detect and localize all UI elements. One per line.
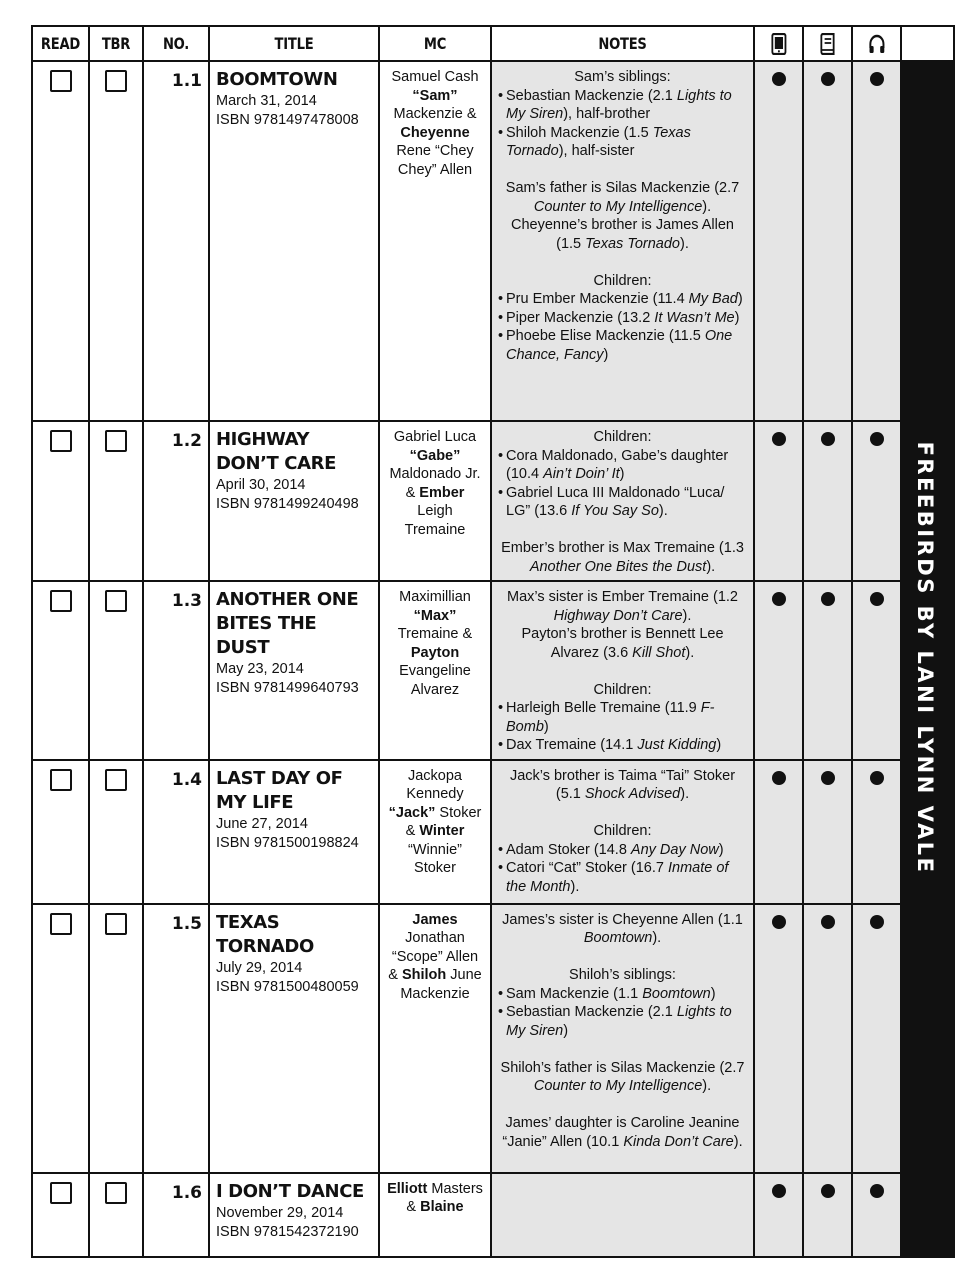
mc-text: Ember xyxy=(419,484,465,501)
note-bullet xyxy=(498,327,747,364)
audiobook-available-dot xyxy=(870,592,884,606)
book-row xyxy=(32,1173,954,1257)
note-text: Shiloh’s father is Silas Mackenzie (2.7 xyxy=(500,1059,745,1076)
ebook-available-dot xyxy=(772,592,786,606)
mc-text: “Sam” xyxy=(412,87,458,104)
header-row xyxy=(32,26,954,61)
note-bullet xyxy=(498,290,747,309)
tbr-cell xyxy=(89,581,143,760)
ebook-cell xyxy=(754,61,803,421)
note-text: Pru Ember Mackenzie (11.4 xyxy=(506,291,689,307)
note-line xyxy=(498,966,747,985)
note-text: Sam’s siblings: xyxy=(574,69,671,85)
note-bullet xyxy=(498,699,747,736)
note-text: Kinda Don’t Care xyxy=(623,1133,734,1150)
note-text: Another One Bites the Dust xyxy=(529,558,707,575)
note-spacer xyxy=(498,662,747,681)
audiobook-cell xyxy=(852,760,901,904)
isbn: ISBN 9781499640793 xyxy=(216,680,359,696)
note-text: ). xyxy=(702,198,712,215)
ebook-available-dot xyxy=(772,72,786,86)
header-ebook xyxy=(758,26,798,61)
note-line xyxy=(498,179,747,216)
note-text: Harleigh Belle Tremaine (11.9 xyxy=(506,700,701,716)
paperback-available-dot xyxy=(821,915,835,929)
note-text: Cora Maldonado, Gabe’s daughter (10.4 xyxy=(506,447,729,482)
paperback-available-dot xyxy=(821,1184,835,1198)
mc-text: Jonathan “Scope” Allen & xyxy=(388,930,479,983)
release-date: November 29, 2014 xyxy=(216,1204,344,1221)
main-characters xyxy=(379,581,491,760)
audiobook-cell xyxy=(852,61,901,421)
title-cell xyxy=(209,581,379,760)
tbr-checkbox[interactable] xyxy=(105,430,127,452)
mc-text: June Mackenzie xyxy=(400,967,482,1002)
note-text: Children: xyxy=(593,272,652,289)
mc-text: “Max” xyxy=(413,607,457,624)
paperback-available-dot xyxy=(821,771,835,785)
ebook-cell xyxy=(754,904,803,1173)
side-title: FREEBIRDS BY LANI LYNN VALE xyxy=(913,441,937,874)
note-text: ) xyxy=(716,737,722,753)
note-text: Kill Shot xyxy=(632,644,686,661)
book-number: 1.6 xyxy=(143,1173,209,1257)
note-bullet xyxy=(498,985,747,1004)
paperback-cell xyxy=(803,61,852,421)
mc-text: “Winnie” Stoker xyxy=(408,841,462,876)
note-text: Texas Tornado xyxy=(506,124,691,159)
tbr-cell xyxy=(89,61,143,421)
tbr-checkbox[interactable] xyxy=(105,70,127,92)
audiobook-cell xyxy=(852,421,901,581)
note-text: It Wasn’t Me xyxy=(654,309,735,326)
note-text: Dax Tremaine (14.1 xyxy=(506,737,638,753)
header-tbr: TBR xyxy=(94,26,138,61)
note-text: Lights to My Siren xyxy=(506,87,732,122)
isbn: ISBN 9781499240498 xyxy=(216,496,359,512)
read-cell xyxy=(32,1173,89,1257)
title-cell xyxy=(209,421,379,581)
note-text: If You Say So xyxy=(571,503,659,519)
tbr-checkbox[interactable] xyxy=(105,590,127,612)
main-characters xyxy=(379,421,491,581)
note-text: ) xyxy=(543,718,549,735)
book-row xyxy=(32,581,954,760)
note-text: ). xyxy=(570,878,580,895)
read-checkbox[interactable] xyxy=(50,430,72,452)
release-date: March 31, 2014 xyxy=(216,93,317,109)
notes-cell xyxy=(491,760,754,904)
audiobook-cell xyxy=(852,1173,901,1257)
note-text: ). xyxy=(680,786,690,802)
note-text: Counter to My Intelligence xyxy=(533,198,703,215)
mc-text: Blaine xyxy=(420,1199,464,1215)
title-cell xyxy=(209,904,379,1173)
series-table xyxy=(31,25,955,1258)
note-line xyxy=(498,428,747,447)
ebook-available-dot xyxy=(772,771,786,785)
header-audio xyxy=(856,26,896,61)
book-title: HIGHWAY DON’T CARE xyxy=(216,429,336,474)
read-cell xyxy=(32,581,89,760)
note-text: Lights to My Siren xyxy=(506,1004,732,1039)
mc-text: Elliott xyxy=(387,1180,428,1197)
note-text: ). xyxy=(706,558,716,575)
release-date: May 23, 2014 xyxy=(216,661,304,677)
header-paperback xyxy=(807,26,847,61)
paperback-cell xyxy=(803,760,852,904)
note-line xyxy=(498,539,747,576)
paperback-available-dot xyxy=(821,432,835,446)
release-date: April 30, 2014 xyxy=(216,477,306,493)
note-text: One Chance, Fancy xyxy=(506,328,733,363)
note-line xyxy=(498,625,747,662)
audiobook-available-dot xyxy=(870,915,884,929)
note-text: ) xyxy=(718,841,724,858)
isbn: ISBN 9781542372190 xyxy=(216,1223,359,1240)
series-checklist xyxy=(31,25,953,1258)
notes-cell xyxy=(491,61,754,421)
book-row xyxy=(32,904,954,1173)
note-bullet xyxy=(498,859,747,896)
note-text: Boomtown xyxy=(583,930,653,946)
note-text: ). xyxy=(733,1133,743,1150)
note-bullet xyxy=(498,447,747,484)
note-text: My Bad xyxy=(688,291,738,307)
book-number: 1.2 xyxy=(143,421,209,581)
note-text: Children: xyxy=(593,823,652,839)
book-row xyxy=(32,61,954,421)
note-text: ). xyxy=(680,235,689,252)
note-line xyxy=(498,767,747,804)
note-text: Boomtown xyxy=(642,985,711,1002)
mc-text: Cheyenne xyxy=(400,124,470,141)
book-icon xyxy=(819,33,835,55)
note-text: Payton’s brother is Bennett Lee Alvarez (3.6 xyxy=(521,626,724,661)
mc-text: Tremaine & xyxy=(397,626,473,642)
note-line xyxy=(498,588,747,625)
notes-cell xyxy=(491,1173,754,1257)
mc-text: Gabriel Luca xyxy=(393,429,477,445)
read-checkbox[interactable] xyxy=(50,1182,72,1204)
main-characters xyxy=(379,904,491,1173)
note-line xyxy=(498,681,747,700)
ebook-cell xyxy=(754,1173,803,1257)
note-line xyxy=(498,822,747,841)
book-number: 1.5 xyxy=(143,904,209,1173)
note-text: James’s sister is Cheyenne Allen (1.1 xyxy=(502,911,743,928)
ebook-available-dot xyxy=(772,432,786,446)
mc-text: “Gabe” xyxy=(409,447,461,464)
title-cell xyxy=(209,61,379,421)
note-spacer xyxy=(498,1040,747,1059)
read-cell xyxy=(32,760,89,904)
read-checkbox[interactable] xyxy=(50,590,72,612)
mc-text: Samuel Cash xyxy=(391,69,479,85)
isbn: ISBN 9781500198824 xyxy=(216,834,359,851)
note-text: ) xyxy=(563,1022,569,1039)
mc-text: Stoker & xyxy=(405,804,482,839)
note-text: Phoebe Elise Mackenzie (11.5 xyxy=(506,328,705,344)
note-text: Counter to My Intelligence xyxy=(533,1078,703,1094)
mc-text: Winter xyxy=(419,823,465,839)
note-text: Sebastian Mackenzie (2.1 xyxy=(506,1004,677,1020)
mc-text: Jackopa Kennedy xyxy=(406,767,464,802)
note-spacer xyxy=(498,1096,747,1115)
mc-text: Masters & xyxy=(406,1180,483,1215)
header-notes: NOTES xyxy=(515,26,731,61)
note-text: F-Bomb xyxy=(506,700,715,735)
note-text: James’ daughter is Caroline Jeanine “Janie” Allen (10.1 xyxy=(502,1115,740,1150)
notes-cell xyxy=(491,904,754,1173)
note-spacer xyxy=(498,253,747,272)
read-cell xyxy=(32,61,89,421)
isbn: ISBN 9781497478008 xyxy=(216,112,359,128)
note-text: Highway Don’t Care xyxy=(553,607,683,624)
header-no: NO. xyxy=(149,26,203,61)
book-title: BOOMTOWN xyxy=(216,69,338,90)
note-text: Texas Tornado xyxy=(585,235,680,252)
book-number: 1.3 xyxy=(143,581,209,760)
book-row xyxy=(32,760,954,904)
book-number: 1.1 xyxy=(143,61,209,421)
ebook-cell xyxy=(754,760,803,904)
main-characters xyxy=(379,1173,491,1257)
mc-text: Payton xyxy=(410,644,460,661)
main-characters xyxy=(379,760,491,904)
read-cell xyxy=(32,904,89,1173)
note-text: Children: xyxy=(593,681,652,698)
mc-text: Rene “Chey Chey” Allen xyxy=(396,143,474,178)
note-text: Jack’s brother is Taima “Tai” Stoker (5.1 xyxy=(509,767,736,802)
note-text: Just Kidding xyxy=(637,737,717,753)
title-cell xyxy=(209,760,379,904)
title-cell xyxy=(209,1173,379,1257)
header-title: TITLE xyxy=(224,26,363,61)
book-row xyxy=(32,421,954,581)
audiobook-available-dot xyxy=(870,1184,884,1198)
note-spacer xyxy=(498,161,747,180)
mc-text: Maximillian xyxy=(399,589,471,605)
note-text: Gabriel Luca III Maldonado “Luca/ LG” (13.6 xyxy=(506,484,725,519)
note-line xyxy=(498,216,747,253)
book-title: ANOTHER ONE BITES THE DUST xyxy=(216,589,359,658)
note-bullet xyxy=(498,841,747,860)
tbr-cell xyxy=(89,904,143,1173)
note-text: Any Day Now xyxy=(630,841,719,858)
read-checkbox[interactable] xyxy=(50,913,72,935)
note-bullet xyxy=(498,736,747,755)
audiobook-cell xyxy=(852,581,901,760)
note-spacer xyxy=(498,948,747,967)
release-date: July 29, 2014 xyxy=(216,959,303,976)
tbr-cell xyxy=(89,421,143,581)
read-cell xyxy=(32,421,89,581)
main-characters xyxy=(379,61,491,421)
note-text: ). xyxy=(685,644,695,661)
note-line xyxy=(498,272,747,291)
book-title: LAST DAY OF MY LIFE xyxy=(216,767,343,813)
audiobook-available-dot xyxy=(870,771,884,785)
mc-text: Mackenzie & xyxy=(393,106,477,122)
note-text: Sam Mackenzie (1.1 xyxy=(506,985,643,1002)
tbr-checkbox[interactable] xyxy=(105,769,127,791)
paperback-cell xyxy=(803,1173,852,1257)
mc-text: Shiloh xyxy=(401,967,447,983)
note-text: Sebastian Mackenzie (2.1 xyxy=(506,87,677,104)
note-text: ). xyxy=(658,503,668,519)
read-checkbox[interactable] xyxy=(50,769,72,791)
note-text: ) xyxy=(737,291,743,307)
read-checkbox[interactable] xyxy=(50,70,72,92)
note-text: Shock Advised xyxy=(584,786,681,802)
note-line xyxy=(498,1114,747,1151)
note-bullet xyxy=(498,1003,747,1040)
note-text: ) xyxy=(619,466,625,482)
note-line xyxy=(498,1059,747,1096)
mc-text: Evangeline Alvarez xyxy=(399,663,471,698)
tablet-icon xyxy=(770,33,786,55)
note-bullet xyxy=(498,484,747,521)
note-text: Sam’s father is Silas Mackenzie (2.7 xyxy=(505,180,740,196)
side-series-label xyxy=(910,441,940,874)
ebook-available-dot xyxy=(772,915,786,929)
note-text: Shiloh’s siblings: xyxy=(569,967,676,983)
notes-cell xyxy=(491,581,754,760)
mc-text: Leigh Tremaine xyxy=(404,503,466,538)
ebook-available-dot xyxy=(772,1184,786,1198)
paperback-available-dot xyxy=(821,592,835,606)
header-mc: MC xyxy=(389,26,481,61)
note-text: Adam Stoker (14.8 xyxy=(506,841,631,858)
header-read: READ xyxy=(37,26,84,61)
mc-text: Maldonado Jr. & xyxy=(389,466,481,501)
note-bullet xyxy=(498,309,747,328)
note-text: Inmate of the Month xyxy=(506,860,729,895)
paperback-cell xyxy=(803,904,852,1173)
note-text: Max’s sister is Ember Tremaine (1.2 xyxy=(507,589,738,605)
tbr-checkbox[interactable] xyxy=(105,1182,127,1204)
tbr-checkbox[interactable] xyxy=(105,913,127,935)
notes-cell xyxy=(491,421,754,581)
book-number: 1.4 xyxy=(143,760,209,904)
note-text: Children: xyxy=(593,429,652,445)
note-text: Catori “Cat” Stoker (16.7 xyxy=(506,860,668,876)
ebook-cell xyxy=(754,421,803,581)
note-text: ) xyxy=(710,985,716,1002)
headphones-icon xyxy=(867,34,885,54)
ebook-cell xyxy=(754,581,803,760)
note-text: ) xyxy=(603,346,609,363)
note-text: Ember’s brother is Max Tremaine (1.3 xyxy=(501,540,744,556)
tbr-cell xyxy=(89,1173,143,1257)
book-title: TEXAS TORNADO xyxy=(216,911,314,957)
note-text: Cheyenne’s brother is James Allen (1.5 xyxy=(511,217,734,252)
note-text: ), half-brother xyxy=(563,106,651,122)
note-line xyxy=(498,68,747,87)
note-text: Piper Mackenzie (13.2 xyxy=(506,309,655,326)
audiobook-cell xyxy=(852,904,901,1173)
paperback-available-dot xyxy=(821,72,835,86)
paperback-cell xyxy=(803,421,852,581)
isbn: ISBN 9781500480059 xyxy=(216,978,359,995)
note-text: Shiloh Mackenzie (1.5 xyxy=(506,124,653,141)
header-blank xyxy=(906,26,949,61)
note-text: Ain’t Doin’ It xyxy=(543,466,620,482)
mc-text: James xyxy=(412,911,458,928)
note-text: ). xyxy=(702,1078,712,1094)
note-text: ) xyxy=(734,309,740,326)
note-text: ). xyxy=(652,930,662,946)
release-date: June 27, 2014 xyxy=(216,815,308,832)
note-spacer xyxy=(498,521,747,540)
paperback-cell xyxy=(803,581,852,760)
tbr-cell xyxy=(89,760,143,904)
mc-text: “Jack” xyxy=(388,804,436,821)
note-text: ), half-sister xyxy=(558,143,635,159)
note-bullet xyxy=(498,87,747,124)
audiobook-available-dot xyxy=(870,72,884,86)
audiobook-available-dot xyxy=(870,432,884,446)
book-title: I DON’T DANCE xyxy=(216,1180,364,1202)
note-text: ). xyxy=(682,607,692,624)
note-bullet xyxy=(498,124,747,161)
note-line xyxy=(498,911,747,948)
note-spacer xyxy=(498,804,747,823)
